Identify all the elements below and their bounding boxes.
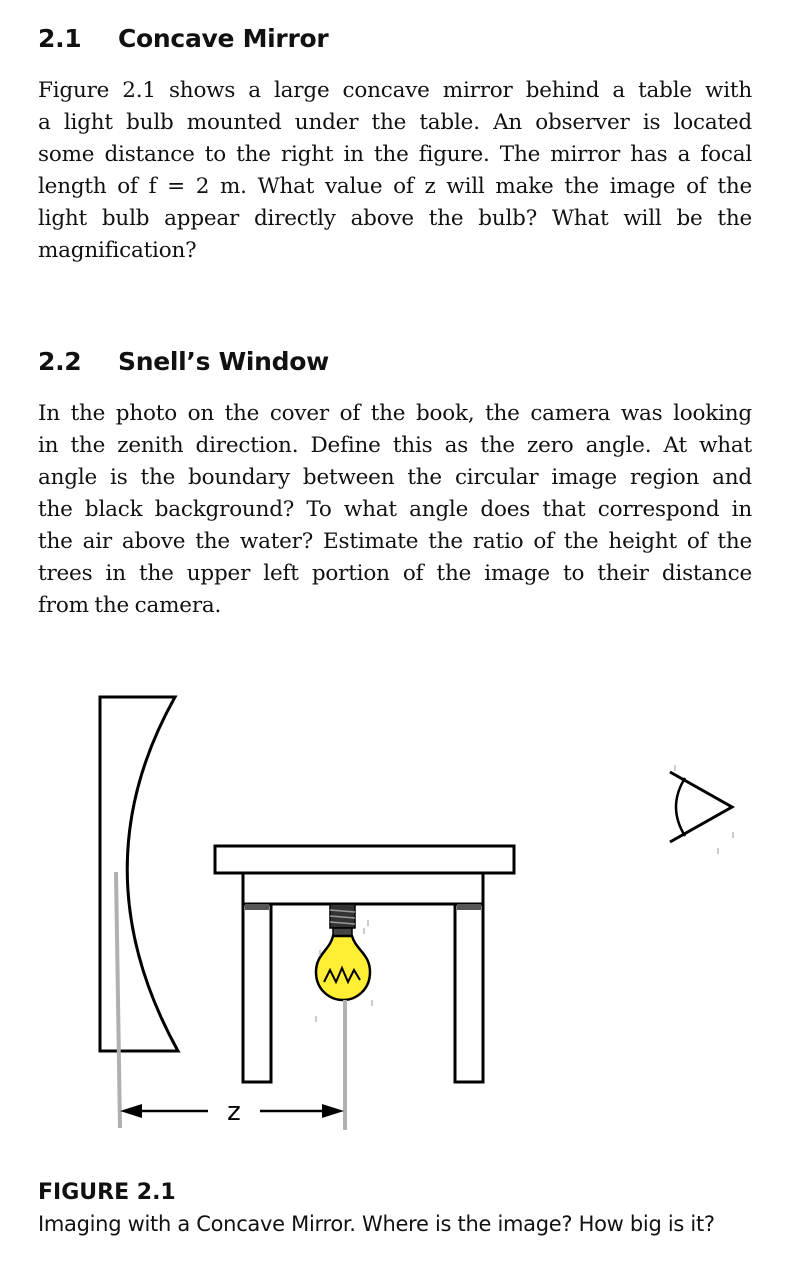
z-arrowhead-right: [322, 1104, 344, 1118]
figure-caption-text: Imaging with a Concave Mirror. Where is the image? How big is it?: [38, 1212, 715, 1236]
section-2-1-line: a light bulb mounted under the table. An observer is located: [38, 110, 752, 135]
section-2-2-line: trees in the upper left portion of the image to their distance: [38, 561, 752, 586]
leg-cap-left: [245, 904, 269, 910]
concave-mirror: [100, 697, 178, 1051]
section-2-2-line: angle is the boundary between the circular image region and: [38, 465, 752, 490]
section-2-1-line: light bulb appear directly above the bulb? What will be the: [38, 206, 752, 231]
section-2-2-title: Snell’s Window: [118, 347, 329, 376]
section-2-1-body: [38, 75, 752, 267]
section-2-1-line: magnification?: [38, 238, 197, 263]
table-leg-right: [455, 904, 483, 1082]
section-2-2-line: the air above the water? Estimate the ratio of the height of the: [38, 529, 752, 554]
figure-caption-label: FIGURE 2.1: [38, 1180, 176, 1205]
section-2-2-heading: [38, 347, 329, 376]
section-2-1-heading: [38, 24, 328, 53]
leg-cap-right: [457, 904, 481, 910]
section-2-2-number: 2.2: [38, 347, 82, 376]
section-2-2-line: In the photo on the cover of the book, the camera was looking: [38, 401, 752, 426]
section-2-2-line: from the camera.: [38, 593, 222, 618]
concave-mirror-figure: [0, 680, 812, 1150]
z-label: z: [227, 1097, 241, 1127]
section-2-1-title: Concave Mirror: [118, 24, 329, 53]
z-arrowhead-left: [120, 1104, 142, 1118]
section-2-1-line: Figure 2.1 shows a large concave mirror behind a table with: [38, 78, 752, 103]
section-2-2-body: [38, 398, 752, 622]
section-2-1-line: length of f = 2 m. What value of z will make the image of the: [38, 174, 752, 199]
observer-eye-icon: [670, 765, 733, 854]
table-top: [215, 846, 514, 873]
table-apron: [243, 873, 483, 904]
section-2-2-line: the black background? To what angle does that correspond in: [38, 497, 752, 522]
table-leg-left: [243, 904, 271, 1082]
section-2-2-line: in the zenith direction. Define this as the zero angle. At what: [38, 433, 752, 458]
section-2-1-number: 2.1: [38, 24, 82, 53]
z-dimension: [120, 1097, 344, 1127]
section-2-1-line: some distance to the right in the figure. The mirror has a focal: [38, 142, 752, 167]
